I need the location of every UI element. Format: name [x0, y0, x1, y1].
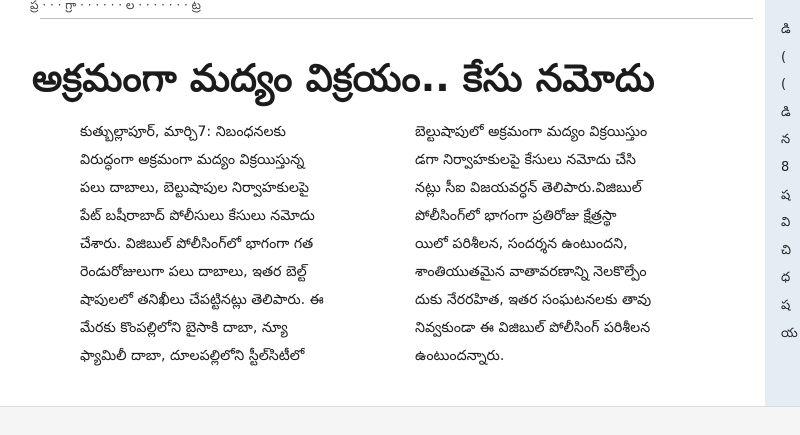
article-headline: అక్రమంగా మద్యం విక్రయం.. కేసు నమోదు: [32, 56, 655, 100]
article-line: విరుద్ధంగా అక్రమంగా మద్యం విక్రయిస్తున్న: [80, 152, 305, 168]
article-line: దుకు నేరరహిత, ఇతర సంఘటనలకు తావు: [415, 292, 652, 308]
article-line: పోలీసింగ్‌లో భాగంగా ప్రతిరోజు క్షేత్రస్థా: [415, 208, 617, 224]
adjacent-text-fragment: ధ: [781, 270, 791, 286]
adjacent-text-fragment: వి: [781, 215, 791, 231]
adjacent-text-fragment: ష: [781, 297, 791, 313]
article-line: నట్లు సీఐ విజయవర్ధన్ తెలిపారు.విజిబుల్: [415, 180, 642, 196]
article-line: పేట్ బషీరాబాద్ పోలీసులు కేసులు నమోదు: [80, 208, 315, 224]
article-line: చేశారు. విజిబుల్ పోలీసింగ్‌లో భాగంగా గత: [80, 236, 314, 252]
previous-article-strip: ప్ర · · · గ్రా · · · · · · ల · · · · · · · ట్ర: [30, 0, 201, 12]
article-line: శాంతియుతమైన వాతావరణాన్ని నెలకొల్పేం: [415, 264, 647, 280]
top-divider: [40, 18, 753, 19]
adjacent-text-fragment: డి: [781, 104, 791, 120]
article-line: షాపులలో తనిఖీలు చేపట్టినట్లు తెలిపారు. ఈ: [80, 292, 324, 308]
adjacent-article-fragments: [781, 16, 800, 347]
article-line: కుత్బుల్లాపూర్, మార్చి7: నిబంధనలకు: [80, 124, 286, 140]
article-line: రెండురోజులుగా పలు దాబాలు, ఇతర బెల్ట్: [80, 264, 307, 280]
article-line: నివ్వకుండా ఈ విజిబుల్ పోలీసింగ్ పరిశీలన: [415, 320, 651, 336]
adjacent-text-fragment: 8: [781, 159, 790, 175]
article-line: పలు దాబాలు, బెల్టుషాపుల నిర్వాహకులపై: [80, 180, 310, 196]
article-line: ఉంటుందన్నారు.: [415, 348, 505, 364]
article-line: డగా నిర్వాహకులపై కేసులు నమోదు చేసి: [415, 152, 637, 168]
article-column-right: [415, 118, 745, 370]
adjacent-text-fragment: య: [781, 325, 798, 341]
article-line: యిలో పరిశీలన, సందర్శన ఉంటుందని,: [415, 236, 628, 252]
adjacent-text-fragment: (: [781, 77, 787, 93]
adjacent-text-fragment: (: [781, 49, 787, 65]
bottom-bar: [0, 406, 800, 435]
adjacent-text-fragment: డి: [781, 22, 791, 37]
adjacent-text-fragment: న: [781, 132, 791, 148]
adjacent-article-panel: [765, 0, 800, 406]
adjacent-text-fragment: చి: [781, 242, 791, 258]
article-column-left: [80, 118, 400, 370]
article-line: ఫ్యామిలీ దాబా, దూలపల్లిలోని స్టీల్‌సిటీలో: [80, 348, 305, 364]
article-line: బెల్టుషాపులో అక్రమంగా మద్యం విక్రయిస్తుం: [415, 124, 648, 140]
adjacent-text-fragment: ష: [781, 187, 791, 203]
article-line: మేరకు కొంపల్లిలోని బైసాకి దాబా, న్యూ: [80, 320, 288, 336]
